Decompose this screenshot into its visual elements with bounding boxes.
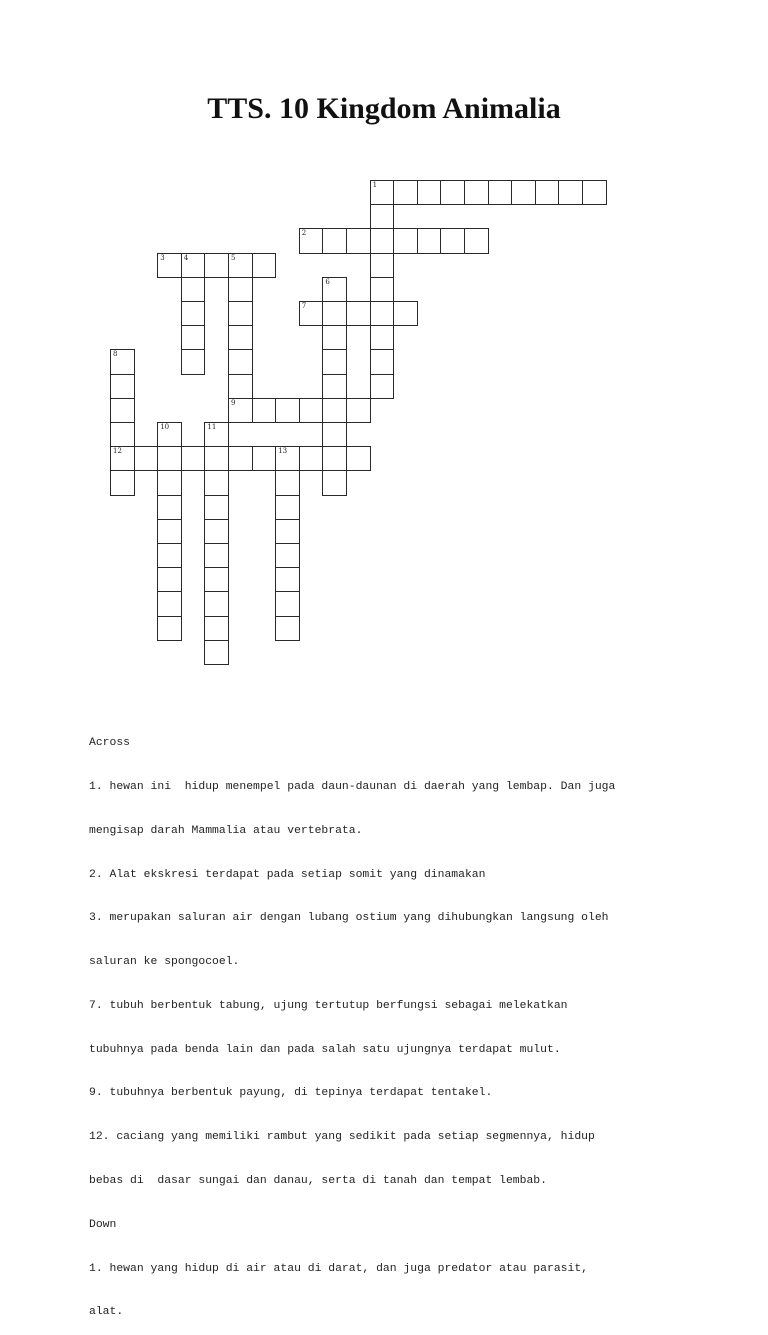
crossword-cell[interactable] <box>157 591 182 616</box>
crossword-cell[interactable] <box>181 325 206 350</box>
crossword-cell[interactable] <box>370 277 395 302</box>
crossword-cell[interactable] <box>511 180 536 205</box>
crossword-cell[interactable] <box>322 277 347 302</box>
crossword-cell[interactable] <box>370 204 395 229</box>
crossword-cell[interactable] <box>110 374 135 399</box>
crossword-cell[interactable] <box>110 422 135 447</box>
crossword-cell[interactable] <box>370 325 395 350</box>
crossword-cell[interactable] <box>322 325 347 350</box>
crossword-cell[interactable] <box>157 567 182 592</box>
crossword-cell[interactable] <box>181 253 206 278</box>
across-heading: Across <box>89 737 131 750</box>
crossword-cell[interactable] <box>275 470 300 495</box>
crossword-cell[interactable] <box>464 180 489 205</box>
clue-number: 13 <box>278 447 288 456</box>
crossword-cell[interactable] <box>110 349 135 374</box>
crossword-cell[interactable] <box>228 253 253 278</box>
across-clue-line: mengisap darah Mammalia atau vertebrata. <box>89 824 363 837</box>
clue-number: 3 <box>160 253 165 262</box>
crossword-cell[interactable] <box>275 495 300 520</box>
crossword-cell[interactable] <box>370 228 395 253</box>
crossword-cell[interactable] <box>275 543 300 568</box>
down-heading: Down <box>89 1218 117 1231</box>
crossword-cell[interactable] <box>204 422 229 447</box>
crossword-cell[interactable] <box>346 398 371 423</box>
crossword-cell[interactable] <box>370 253 395 278</box>
crossword-cell[interactable] <box>535 180 560 205</box>
crossword-cell[interactable] <box>204 616 229 641</box>
across-clue-line: tubuhnya pada benda lain dan pada salah satu ujungnya terdapat mulut. <box>89 1043 561 1056</box>
crossword-cell[interactable] <box>558 180 583 205</box>
crossword-cell[interactable] <box>252 398 277 423</box>
across-clue-line: 3. merupakan saluran air dengan lubang ostium yang dihubungkan langsung oleh <box>89 912 609 925</box>
crossword-cell[interactable] <box>157 470 182 495</box>
clue-number: 6 <box>325 277 330 286</box>
crossword-cell[interactable] <box>346 301 371 326</box>
crossword-cell[interactable] <box>228 325 253 350</box>
crossword-cell[interactable] <box>228 374 253 399</box>
crossword-cell[interactable] <box>157 495 182 520</box>
clue-number: 7 <box>301 302 307 310</box>
clue-number: 8 <box>113 350 118 359</box>
crossword-cell[interactable] <box>157 616 182 641</box>
crossword-cell[interactable] <box>393 228 418 253</box>
crossword-cell[interactable] <box>322 398 347 423</box>
crossword-cell[interactable] <box>346 228 371 253</box>
down-clue-line: 1. hewan yang hidup di air atau di darat, dan juga predator atau parasit, <box>89 1262 588 1275</box>
crossword-cell[interactable] <box>393 301 418 326</box>
crossword-cell[interactable] <box>417 180 442 205</box>
clue-number: 10 <box>160 423 170 431</box>
down-clue-line: alat. <box>89 1306 124 1319</box>
crossword-cell[interactable] <box>299 398 324 423</box>
across-clue-line: 7. tubuh berbentuk tabung, ujung tertutup berfungsi sebagai melekatkan <box>89 999 568 1012</box>
crossword-cell[interactable] <box>370 180 395 205</box>
crossword-cell[interactable] <box>157 543 182 568</box>
crossword-cell[interactable] <box>228 349 253 374</box>
crossword-cell[interactable] <box>204 470 229 495</box>
clue-number: 11 <box>207 423 217 431</box>
crossword-cell[interactable] <box>110 398 135 423</box>
across-clue-line: 2. Alat ekskresi terdapat pada setiap somit yang dinamakan <box>89 868 486 881</box>
crossword-cell[interactable] <box>110 470 135 495</box>
crossword-cell[interactable] <box>275 591 300 616</box>
crossword-cell[interactable] <box>252 446 277 471</box>
crossword-cell[interactable] <box>157 446 182 471</box>
crossword-cell[interactable] <box>322 374 347 399</box>
clues-section <box>89 707 689 1335</box>
clue-number: 9 <box>231 398 236 407</box>
crossword-cell[interactable] <box>370 301 395 326</box>
crossword-cell[interactable] <box>204 253 229 278</box>
crossword-cell[interactable] <box>582 180 607 205</box>
crossword-cell[interactable] <box>275 519 300 544</box>
crossword-cell[interactable] <box>134 446 159 471</box>
crossword-cell[interactable] <box>157 519 182 544</box>
crossword-cell[interactable] <box>228 398 253 423</box>
crossword-cell[interactable] <box>464 228 489 253</box>
clue-number: 1 <box>372 181 378 189</box>
page-title: TTS. 10 Kingdom Animalia <box>207 92 561 125</box>
crossword-cell[interactable] <box>204 640 229 665</box>
crossword-cell[interactable] <box>204 519 229 544</box>
crossword-cell[interactable] <box>204 567 229 592</box>
crossword-cell[interactable] <box>181 301 206 326</box>
crossword-cell[interactable] <box>204 543 229 568</box>
across-clue-line: 12. caciang yang memiliki rambut yang sedikit pada setiap segmennya, hidup <box>89 1131 595 1144</box>
across-clue-line: saluran ke spongocoel. <box>89 956 240 969</box>
crossword-cell[interactable] <box>181 277 206 302</box>
crossword-cell[interactable] <box>275 398 300 423</box>
crossword-cell[interactable] <box>322 422 347 447</box>
crossword-cell[interactable] <box>181 349 206 374</box>
crossword-cell[interactable] <box>181 446 206 471</box>
crossword-cell[interactable] <box>157 422 182 447</box>
crossword-cell[interactable] <box>204 495 229 520</box>
crossword-cell[interactable] <box>440 180 465 205</box>
crossword-cell[interactable] <box>440 228 465 253</box>
clue-number: 5 <box>231 253 236 262</box>
crossword-cell[interactable] <box>204 446 229 471</box>
crossword-cell[interactable] <box>299 228 324 253</box>
clue-number: 12 <box>113 447 122 456</box>
crossword-cell[interactable] <box>322 349 347 374</box>
crossword-cell[interactable] <box>322 470 347 495</box>
clue-number: 2 <box>301 229 307 238</box>
crossword-cell[interactable] <box>275 616 300 641</box>
crossword-cell[interactable] <box>275 446 300 471</box>
crossword-cell[interactable] <box>228 301 253 326</box>
crossword-cell[interactable] <box>228 277 253 302</box>
across-clue-line: bebas di dasar sungai dan danau, serta di tanah dan tempat lembab. <box>89 1175 547 1187</box>
crossword-cell[interactable] <box>322 228 347 253</box>
crossword-cell[interactable] <box>393 180 418 205</box>
crossword-cell[interactable] <box>370 349 395 374</box>
crossword-cell[interactable] <box>157 253 182 278</box>
crossword-cell[interactable] <box>346 446 371 471</box>
clue-number: 4 <box>183 253 189 262</box>
crossword-cell[interactable] <box>299 446 324 471</box>
crossword-cell[interactable] <box>322 301 347 326</box>
crossword-cell[interactable] <box>417 228 442 253</box>
crossword-cell[interactable] <box>228 446 253 471</box>
crossword-cell[interactable] <box>110 446 135 471</box>
crossword-cell[interactable] <box>204 591 229 616</box>
across-clue-line: 1. hewan ini hidup menempel pada daun-daunan di daerah yang lembap. Dan juga <box>89 780 616 793</box>
crossword-cell[interactable] <box>488 180 513 205</box>
across-clue-line: 9. tubuhnya berbentuk payung, di tepinya terdapat tentakel. <box>89 1087 493 1100</box>
crossword-cell[interactable] <box>322 446 347 471</box>
crossword-cell[interactable] <box>275 567 300 592</box>
crossword-cell[interactable] <box>370 374 395 399</box>
crossword-cell[interactable] <box>299 301 324 326</box>
crossword-cell[interactable] <box>252 253 277 278</box>
